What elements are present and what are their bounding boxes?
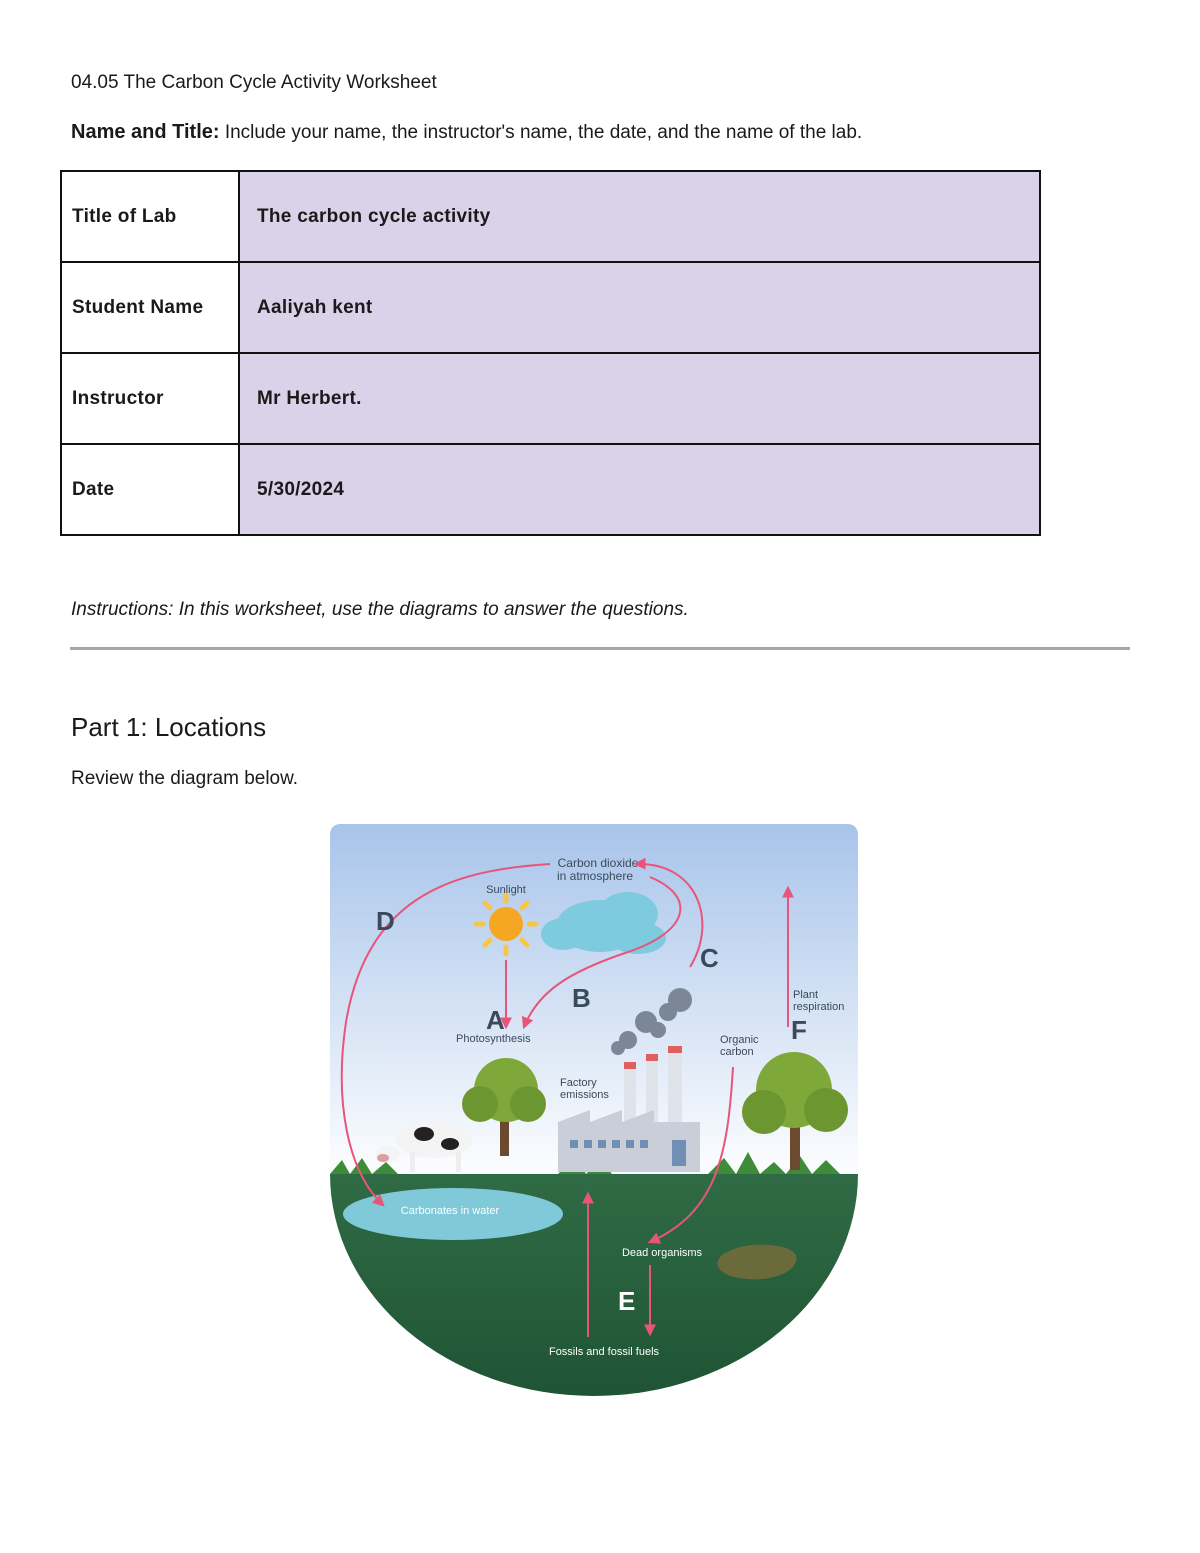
table-row — [61, 171, 1040, 262]
fossils-label: Fossils and fossil fuels — [548, 1346, 660, 1358]
co2-label-line1: Carbon dioxide — [557, 856, 639, 870]
carbon-cycle-diagram — [328, 822, 868, 1397]
part-1-prompt: Review the diagram below. — [71, 768, 299, 789]
factory-label-line1: Factory — [560, 1077, 597, 1089]
sunlight-label: Sunlight — [486, 884, 526, 896]
table-row — [61, 353, 1040, 444]
letter-d: D — [376, 906, 395, 936]
row-key: Title of Lab — [61, 171, 239, 262]
dead-organisms-label: Dead organisms — [621, 1247, 703, 1259]
name-title-text: Include your name, the instructor's name, the date, and the name of the lab. — [219, 122, 863, 143]
row-value[interactable]: The carbon cycle activity — [239, 171, 1040, 262]
row-value[interactable]: 5/30/2024 — [239, 444, 1040, 535]
letter-f: F — [791, 1015, 807, 1045]
plant-resp-label-line1: Plant — [793, 989, 819, 1001]
row-key: Date — [61, 444, 239, 535]
part-1-heading: Part 1: Locations — [71, 712, 267, 742]
table-row — [61, 444, 1040, 535]
instructions-text: Instructions: In this worksheet, use the diagrams to answer the questions. — [71, 599, 689, 620]
name-title-label: Name and Title: — [71, 121, 220, 143]
organic-label-line2: carbon — [720, 1046, 754, 1058]
document-title: 04.05 The Carbon Cycle Activity Worksheet — [71, 72, 437, 93]
letter-c: C — [700, 943, 719, 973]
horizontal-divider — [70, 647, 1130, 650]
organic-label-line1: Organic — [720, 1034, 759, 1046]
lab-info-table — [60, 170, 1041, 536]
name-and-title-line — [71, 121, 862, 144]
row-key: Instructor — [61, 353, 239, 444]
carbonates-label: Carbonates in water — [400, 1205, 500, 1217]
photosynthesis-label: Photosynthesis — [456, 1033, 531, 1045]
letter-e: E — [618, 1286, 636, 1316]
letter-a: A — [486, 1005, 505, 1035]
row-value[interactable]: Aaliyah kent — [239, 262, 1040, 353]
plant-resp-label-line2: respiration — [793, 1001, 845, 1013]
row-value[interactable]: Mr Herbert. — [239, 353, 1040, 444]
co2-label-line2: in atmosphere — [556, 869, 634, 883]
sun-icon — [476, 894, 536, 954]
factory-label-line2: emissions — [560, 1089, 609, 1101]
letter-b: B — [572, 983, 591, 1013]
row-key: Student Name — [61, 262, 239, 353]
table-row — [61, 262, 1040, 353]
